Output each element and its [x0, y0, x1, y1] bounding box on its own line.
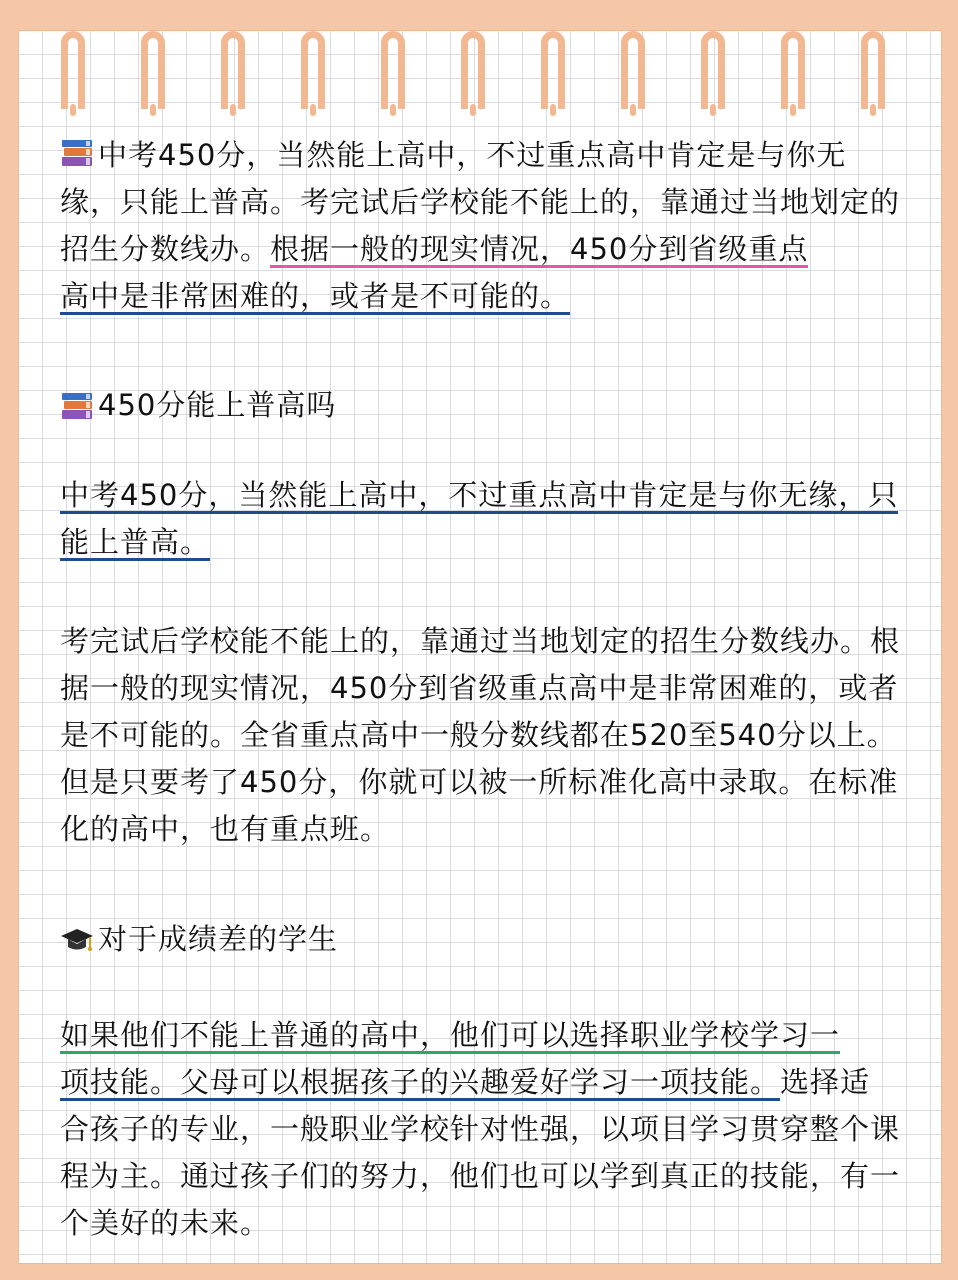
binder-ring [221, 31, 245, 109]
binder-ring [541, 31, 565, 109]
graduation-cap-icon [60, 923, 94, 957]
binder-ring [861, 31, 885, 109]
heading-text: 450分能上普高吗 [98, 388, 337, 422]
highlight-green: 如果他们不能上普通的高中，他们可以选择职业学校学习一 [60, 1018, 841, 1052]
highlight-blue: 项技能。父母可以根据孩子的兴趣爱好学习一项技能。 [60, 1065, 781, 1099]
intro-paragraph [60, 132, 900, 320]
binder-ring [141, 31, 165, 109]
binder-ring [61, 31, 85, 109]
closing-text: 选择适合孩子的专业，一般职业学校针对性强，以项目学习贯穿整个课程为主。通过孩子们的努力，他们也可以学到真正的技能，有一个美好的未来。 [60, 1065, 901, 1240]
binder-ring [461, 31, 485, 109]
highlight-pink: 根据一般的现实情况，450分到省级重点 [270, 232, 809, 266]
heading-text: 对于成绩差的学生 [98, 922, 339, 956]
body-paragraph [60, 618, 900, 853]
body-text: 考完试后学校能不能上的，靠通过当地划定的招生分数线办。根据一般的现实情况，450分到省级重点高中是非常困难的，或者是不可能的。全省重点高中一般分数线都在520至540分以上。但是只要考了450分，你就可以被一所标准化高中录取。在标准化的高中，也有重点班。 [60, 624, 901, 846]
books-icon [60, 389, 94, 423]
closing-paragraph [60, 1012, 900, 1247]
binder-ring [781, 31, 805, 109]
highlight-blue: 中考450分，当然能上高中，不过重点高中肯定是与你无缘，只能上普高。 [60, 478, 899, 559]
highlight-paragraph [60, 472, 900, 566]
highlight-blue: 高中是非常困难的，或者是不可能的。 [60, 279, 571, 313]
binder-ring [621, 31, 645, 109]
section-heading [60, 916, 338, 963]
binder-ring [701, 31, 725, 109]
binder-ring [301, 31, 325, 109]
intro-text: 中考450分，当然能上高中，不过重点高中肯定是与你无缘，只能上普高。考完试后学校能不能上的，靠通过当地划定的招生分数线办。 [60, 138, 901, 266]
section-heading [60, 382, 336, 429]
books-icon [60, 136, 94, 170]
binder-ring [381, 31, 405, 109]
